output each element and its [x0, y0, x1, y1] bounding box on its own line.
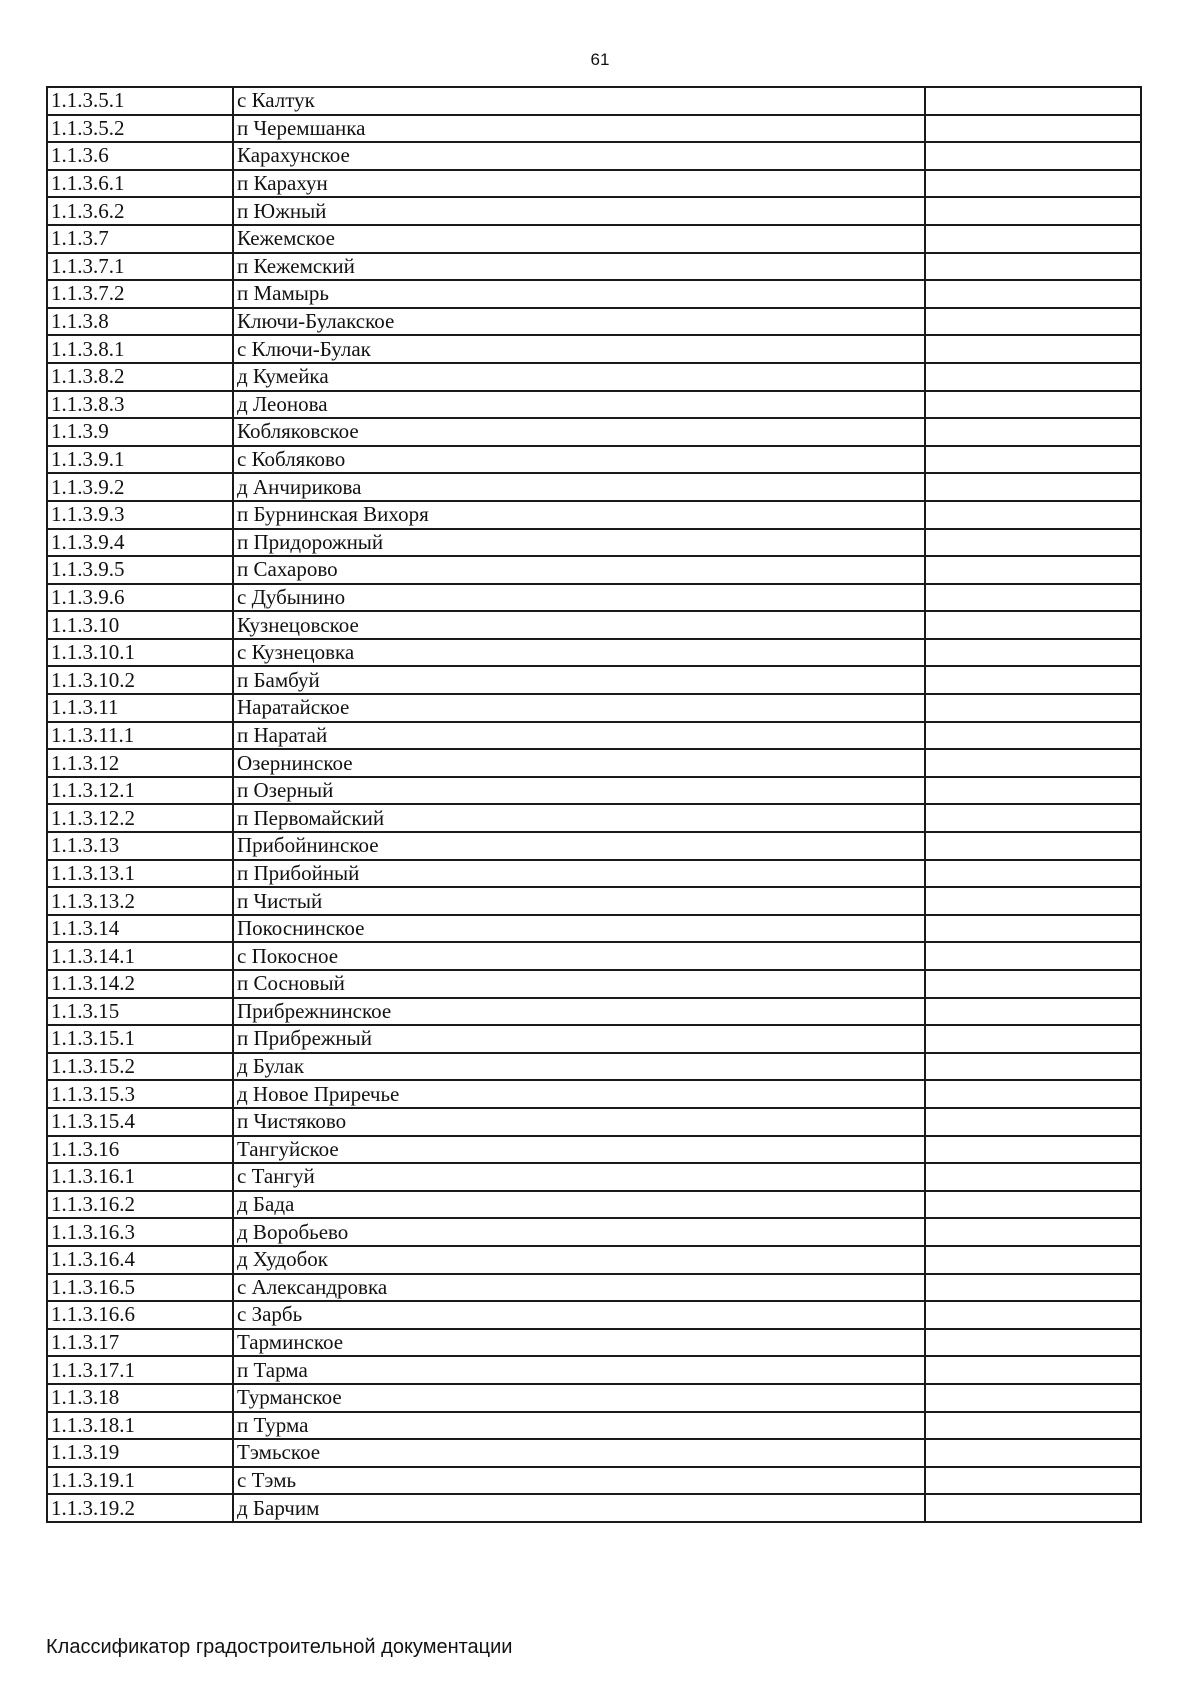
code-cell: 1.1.3.7.1 [47, 253, 233, 281]
code-cell: 1.1.3.13.1 [47, 860, 233, 888]
table-row [47, 584, 1141, 612]
table-row [47, 1467, 1141, 1495]
extra-cell [925, 666, 1141, 694]
extra-cell [925, 860, 1141, 888]
extra-cell [925, 1494, 1141, 1522]
extra-cell [925, 170, 1141, 198]
name-cell: Наратайское [233, 694, 925, 722]
code-cell: 1.1.3.9.3 [47, 501, 233, 529]
extra-cell [925, 418, 1141, 446]
code-cell: 1.1.3.14.1 [47, 942, 233, 970]
table-row [47, 391, 1141, 419]
code-cell: 1.1.3.19.1 [47, 1467, 233, 1495]
code-cell: 1.1.3.16.3 [47, 1218, 233, 1246]
code-cell: 1.1.3.14 [47, 915, 233, 943]
code-cell: 1.1.3.11.1 [47, 722, 233, 750]
name-cell: д Булак [233, 1053, 925, 1081]
code-cell: 1.1.3.18.1 [47, 1412, 233, 1440]
code-cell: 1.1.3.15 [47, 998, 233, 1026]
extra-cell [925, 1053, 1141, 1081]
name-cell: п Первомайский [233, 804, 925, 832]
extra-cell [925, 280, 1141, 308]
code-cell: 1.1.3.7.2 [47, 280, 233, 308]
table-row [47, 804, 1141, 832]
table-row [47, 915, 1141, 943]
name-cell: с Калтук [233, 87, 925, 115]
table-row [47, 639, 1141, 667]
name-cell: с Дубынино [233, 584, 925, 612]
name-cell: Прибойнинское [233, 832, 925, 860]
table-row [47, 197, 1141, 225]
extra-cell [925, 556, 1141, 584]
extra-cell [925, 335, 1141, 363]
classifier-table-body [47, 87, 1141, 1522]
name-cell: п Турма [233, 1412, 925, 1440]
name-cell: п Чистый [233, 887, 925, 915]
table-row [47, 142, 1141, 170]
code-cell: 1.1.3.16.1 [47, 1163, 233, 1191]
classifier-table [46, 86, 1142, 1523]
extra-cell [925, 1163, 1141, 1191]
code-cell: 1.1.3.9.6 [47, 584, 233, 612]
extra-cell [925, 584, 1141, 612]
extra-cell [925, 998, 1141, 1026]
name-cell: Тарминское [233, 1329, 925, 1357]
extra-cell [925, 1136, 1141, 1164]
table-row [47, 1494, 1141, 1522]
name-cell: с Ключи-Булак [233, 335, 925, 363]
code-cell: 1.1.3.8.3 [47, 391, 233, 419]
code-cell: 1.1.3.9.4 [47, 529, 233, 557]
code-cell: 1.1.3.5.2 [47, 115, 233, 143]
table-row [47, 1412, 1141, 1440]
extra-cell [925, 1384, 1141, 1412]
code-cell: 1.1.3.13 [47, 832, 233, 860]
table-row [47, 749, 1141, 777]
extra-cell [925, 1301, 1141, 1329]
extra-cell [925, 887, 1141, 915]
name-cell: Покоснинское [233, 915, 925, 943]
table-row [47, 777, 1141, 805]
code-cell: 1.1.3.6.2 [47, 197, 233, 225]
extra-cell [925, 363, 1141, 391]
code-cell: 1.1.3.12.2 [47, 804, 233, 832]
extra-cell [925, 529, 1141, 557]
name-cell: д Воробьево [233, 1218, 925, 1246]
table-row [47, 170, 1141, 198]
code-cell: 1.1.3.12.1 [47, 777, 233, 805]
name-cell: с Кобляково [233, 446, 925, 474]
table-row [47, 1218, 1141, 1246]
code-cell: 1.1.3.16.4 [47, 1246, 233, 1274]
table-row [47, 694, 1141, 722]
code-cell: 1.1.3.8 [47, 308, 233, 336]
name-cell: с Зарбь [233, 1301, 925, 1329]
name-cell: Кобляковское [233, 418, 925, 446]
name-cell: д Худобок [233, 1246, 925, 1274]
extra-cell [925, 722, 1141, 750]
code-cell: 1.1.3.15.2 [47, 1053, 233, 1081]
extra-cell [925, 942, 1141, 970]
table-row [47, 308, 1141, 336]
table-row [47, 1356, 1141, 1384]
extra-cell [925, 142, 1141, 170]
name-cell: д Новое Приречье [233, 1080, 925, 1108]
table-row [47, 1384, 1141, 1412]
table-row [47, 335, 1141, 363]
table-row [47, 87, 1141, 115]
extra-cell [925, 832, 1141, 860]
code-cell: 1.1.3.11 [47, 694, 233, 722]
extra-cell [925, 308, 1141, 336]
table-row [47, 446, 1141, 474]
table-row [47, 1439, 1141, 1467]
extra-cell [925, 1218, 1141, 1246]
table-row [47, 225, 1141, 253]
table-row [47, 529, 1141, 557]
name-cell: п Бамбуй [233, 666, 925, 694]
table-row [47, 1246, 1141, 1274]
code-cell: 1.1.3.12 [47, 749, 233, 777]
table-row [47, 473, 1141, 501]
name-cell: Прибрежнинское [233, 998, 925, 1026]
name-cell: п Бурнинская Вихоря [233, 501, 925, 529]
table-row [47, 1191, 1141, 1219]
name-cell: Кузнецовское [233, 611, 925, 639]
code-cell: 1.1.3.15.3 [47, 1080, 233, 1108]
extra-cell [925, 1274, 1141, 1302]
table-row [47, 556, 1141, 584]
table-row [47, 1136, 1141, 1164]
extra-cell [925, 115, 1141, 143]
table-row [47, 1025, 1141, 1053]
name-cell: Турманское [233, 1384, 925, 1412]
extra-cell [925, 970, 1141, 998]
extra-cell [925, 87, 1141, 115]
code-cell: 1.1.3.15.4 [47, 1108, 233, 1136]
code-cell: 1.1.3.10.1 [47, 639, 233, 667]
table-row [47, 501, 1141, 529]
name-cell: п Южный [233, 197, 925, 225]
code-cell: 1.1.3.16.6 [47, 1301, 233, 1329]
code-cell: 1.1.3.16.5 [47, 1274, 233, 1302]
table-row [47, 1329, 1141, 1357]
extra-cell [925, 1356, 1141, 1384]
table-row [47, 1053, 1141, 1081]
code-cell: 1.1.3.9.1 [47, 446, 233, 474]
code-cell: 1.1.3.6.1 [47, 170, 233, 198]
table-row [47, 115, 1141, 143]
table-row [47, 832, 1141, 860]
extra-cell [925, 777, 1141, 805]
table-row [47, 666, 1141, 694]
table-row [47, 1080, 1141, 1108]
code-cell: 1.1.3.10.2 [47, 666, 233, 694]
name-cell: с Кузнецовка [233, 639, 925, 667]
table-row [47, 1301, 1141, 1329]
name-cell: д Леонова [233, 391, 925, 419]
code-cell: 1.1.3.8.1 [47, 335, 233, 363]
name-cell: п Черемшанка [233, 115, 925, 143]
extra-cell [925, 1080, 1141, 1108]
extra-cell [925, 473, 1141, 501]
code-cell: 1.1.3.16 [47, 1136, 233, 1164]
table-row [47, 280, 1141, 308]
code-cell: 1.1.3.13.2 [47, 887, 233, 915]
code-cell: 1.1.3.16.2 [47, 1191, 233, 1219]
code-cell: 1.1.3.17 [47, 1329, 233, 1357]
name-cell: п Кежемский [233, 253, 925, 281]
extra-cell [925, 197, 1141, 225]
name-cell: д Кумейка [233, 363, 925, 391]
table-row [47, 1163, 1141, 1191]
name-cell: с Покосное [233, 942, 925, 970]
table-row [47, 418, 1141, 446]
name-cell: п Наратай [233, 722, 925, 750]
name-cell: п Прибойный [233, 860, 925, 888]
name-cell: д Анчирикова [233, 473, 925, 501]
name-cell: д Бада [233, 1191, 925, 1219]
extra-cell [925, 1412, 1141, 1440]
extra-cell [925, 1329, 1141, 1357]
extra-cell [925, 1467, 1141, 1495]
extra-cell [925, 1025, 1141, 1053]
code-cell: 1.1.3.19 [47, 1439, 233, 1467]
document-footer: Классификатор градостроительной документации [46, 1636, 513, 1658]
page-number: 61 [590, 50, 610, 69]
name-cell: п Придорожный [233, 529, 925, 557]
name-cell: Карахунское [233, 142, 925, 170]
name-cell: с Тангуй [233, 1163, 925, 1191]
table-row [47, 887, 1141, 915]
table-row [47, 611, 1141, 639]
name-cell: п Сахарово [233, 556, 925, 584]
extra-cell [925, 915, 1141, 943]
table-row [47, 998, 1141, 1026]
table-row [47, 860, 1141, 888]
code-cell: 1.1.3.17.1 [47, 1356, 233, 1384]
extra-cell [925, 391, 1141, 419]
name-cell: п Сосновый [233, 970, 925, 998]
name-cell: Тэмьское [233, 1439, 925, 1467]
name-cell: Кежемское [233, 225, 925, 253]
code-cell: 1.1.3.9.5 [47, 556, 233, 584]
code-cell: 1.1.3.7 [47, 225, 233, 253]
extra-cell [925, 1439, 1141, 1467]
extra-cell [925, 225, 1141, 253]
extra-cell [925, 1108, 1141, 1136]
extra-cell [925, 694, 1141, 722]
code-cell: 1.1.3.9.2 [47, 473, 233, 501]
name-cell: п Чистяково [233, 1108, 925, 1136]
name-cell: с Александровка [233, 1274, 925, 1302]
name-cell: Ключи-Булакское [233, 308, 925, 336]
code-cell: 1.1.3.9 [47, 418, 233, 446]
extra-cell [925, 749, 1141, 777]
name-cell: п Карахун [233, 170, 925, 198]
extra-cell [925, 611, 1141, 639]
extra-cell [925, 804, 1141, 832]
table-row [47, 942, 1141, 970]
code-cell: 1.1.3.6 [47, 142, 233, 170]
table-row [47, 722, 1141, 750]
name-cell: п Озерный [233, 777, 925, 805]
extra-cell [925, 1191, 1141, 1219]
name-cell: п Тарма [233, 1356, 925, 1384]
name-cell: п Мамырь [233, 280, 925, 308]
table-row [47, 1108, 1141, 1136]
code-cell: 1.1.3.15.1 [47, 1025, 233, 1053]
extra-cell [925, 639, 1141, 667]
extra-cell [925, 1246, 1141, 1274]
table-row [47, 363, 1141, 391]
code-cell: 1.1.3.14.2 [47, 970, 233, 998]
name-cell: Тангуйское [233, 1136, 925, 1164]
code-cell: 1.1.3.18 [47, 1384, 233, 1412]
table-row [47, 970, 1141, 998]
name-cell: п Прибрежный [233, 1025, 925, 1053]
table-row [47, 253, 1141, 281]
code-cell: 1.1.3.5.1 [47, 87, 233, 115]
code-cell: 1.1.3.19.2 [47, 1494, 233, 1522]
code-cell: 1.1.3.8.2 [47, 363, 233, 391]
name-cell: Озернинское [233, 749, 925, 777]
name-cell: д Барчим [233, 1494, 925, 1522]
code-cell: 1.1.3.10 [47, 611, 233, 639]
extra-cell [925, 446, 1141, 474]
extra-cell [925, 253, 1141, 281]
extra-cell [925, 501, 1141, 529]
table-row [47, 1274, 1141, 1302]
name-cell: с Тэмь [233, 1467, 925, 1495]
